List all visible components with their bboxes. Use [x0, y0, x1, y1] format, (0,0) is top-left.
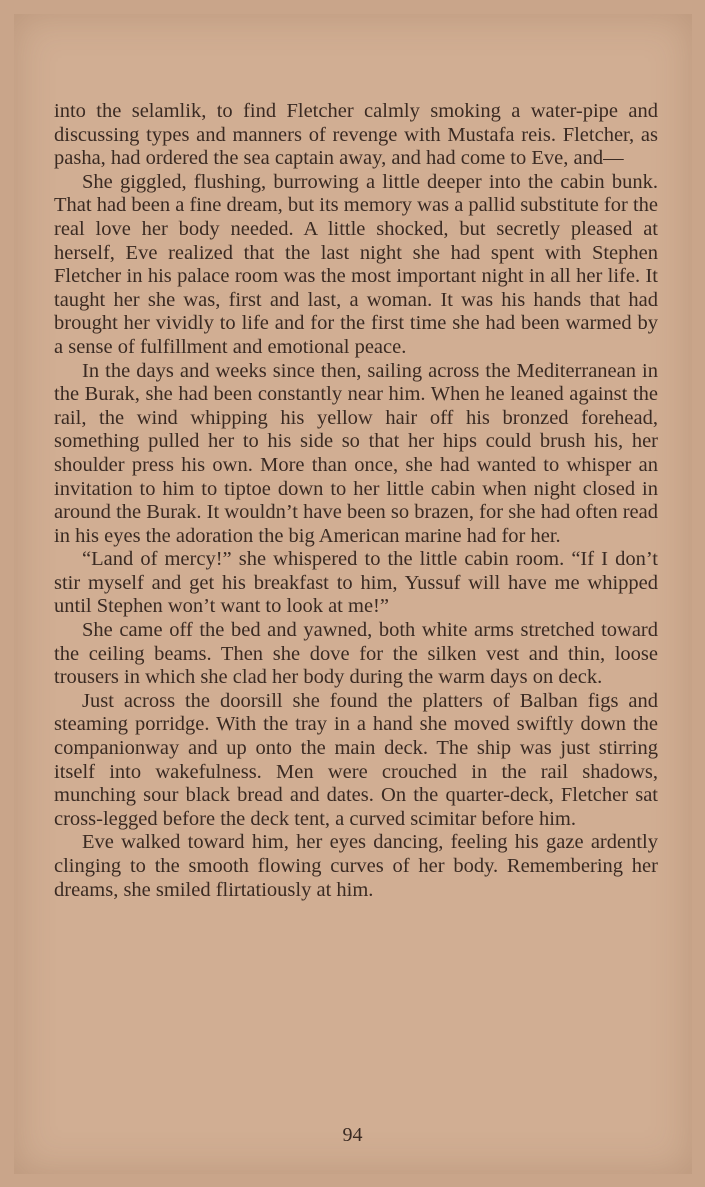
- body-text: [54, 100, 658, 902]
- paragraph: “Land of mercy!” she whispered to the little cabin room. “If I don’t stir myself and get his breakfast to him, Yussuf will have me whipped until Stephen won’t want to look at me!”: [54, 548, 658, 618]
- paragraph: into the selamlik, to find Fletcher calmly smoking a water-pipe and discussing types and manners of revenge with Mustafa reis. Fletcher, as pasha, had ordered the sea captain away, and had come to Eve, and—: [54, 100, 658, 170]
- paragraph: She came off the bed and yawned, both white arms stretched toward the ceiling beams. Then she dove for the silken vest and thin, loose trousers in which she clad her body during the warm days on deck.: [54, 619, 658, 689]
- paragraph: She giggled, flushing, burrowing a little deeper into the cabin bunk. That had been a fine dream, but its memory was a pallid substitute for the real love her body needed. A little shocked, but secretly pleased at herself, Eve realized that the last night she had spent with Stephen Fletcher in his palace room was the most important night in all her life. It taught her she was, first and last, a woman. It was his hands that had brought her vividly to life and for the first time she had been warmed by a sense of fulfillment and emotional peace.: [54, 170, 659, 358]
- paragraph: Eve walked toward him, her eyes dancing, feeling his gaze ardently clinging to the smooth flowing curves of her body. Remembering her dreams, she smiled flirtatiously at him.: [54, 831, 658, 901]
- paragraph: Just across the doorsill she found the platters of Balban figs and steaming porridge. With the tray in a hand she moved swiftly down the companionway and up onto the main deck. The ship was just stirring itself into wakefulness. Men were crouched in the rail shadows, munching sour black bread and dates. On the quarter-deck, Fletcher sat cross-legged before the deck tent, a curved scimitar before him.: [54, 689, 658, 830]
- page-number: 94: [342, 1124, 363, 1146]
- paragraph: In the days and weeks since then, sailing across the Mediterranean in the Burak, she had been constantly near him. When he leaned against the rail, the wind whipping his yellow hair off his bronzed forehead, something pulled her to his side so that her hips could brush his, her shoulder press his own. More than once, she had wanted to whisper an invitation to him to tiptoe down to her little cabin when night closed in around the Burak. It wouldn’t have been so brazen, for she had often read in his eyes the adoration the big American marine had for her.: [54, 359, 658, 547]
